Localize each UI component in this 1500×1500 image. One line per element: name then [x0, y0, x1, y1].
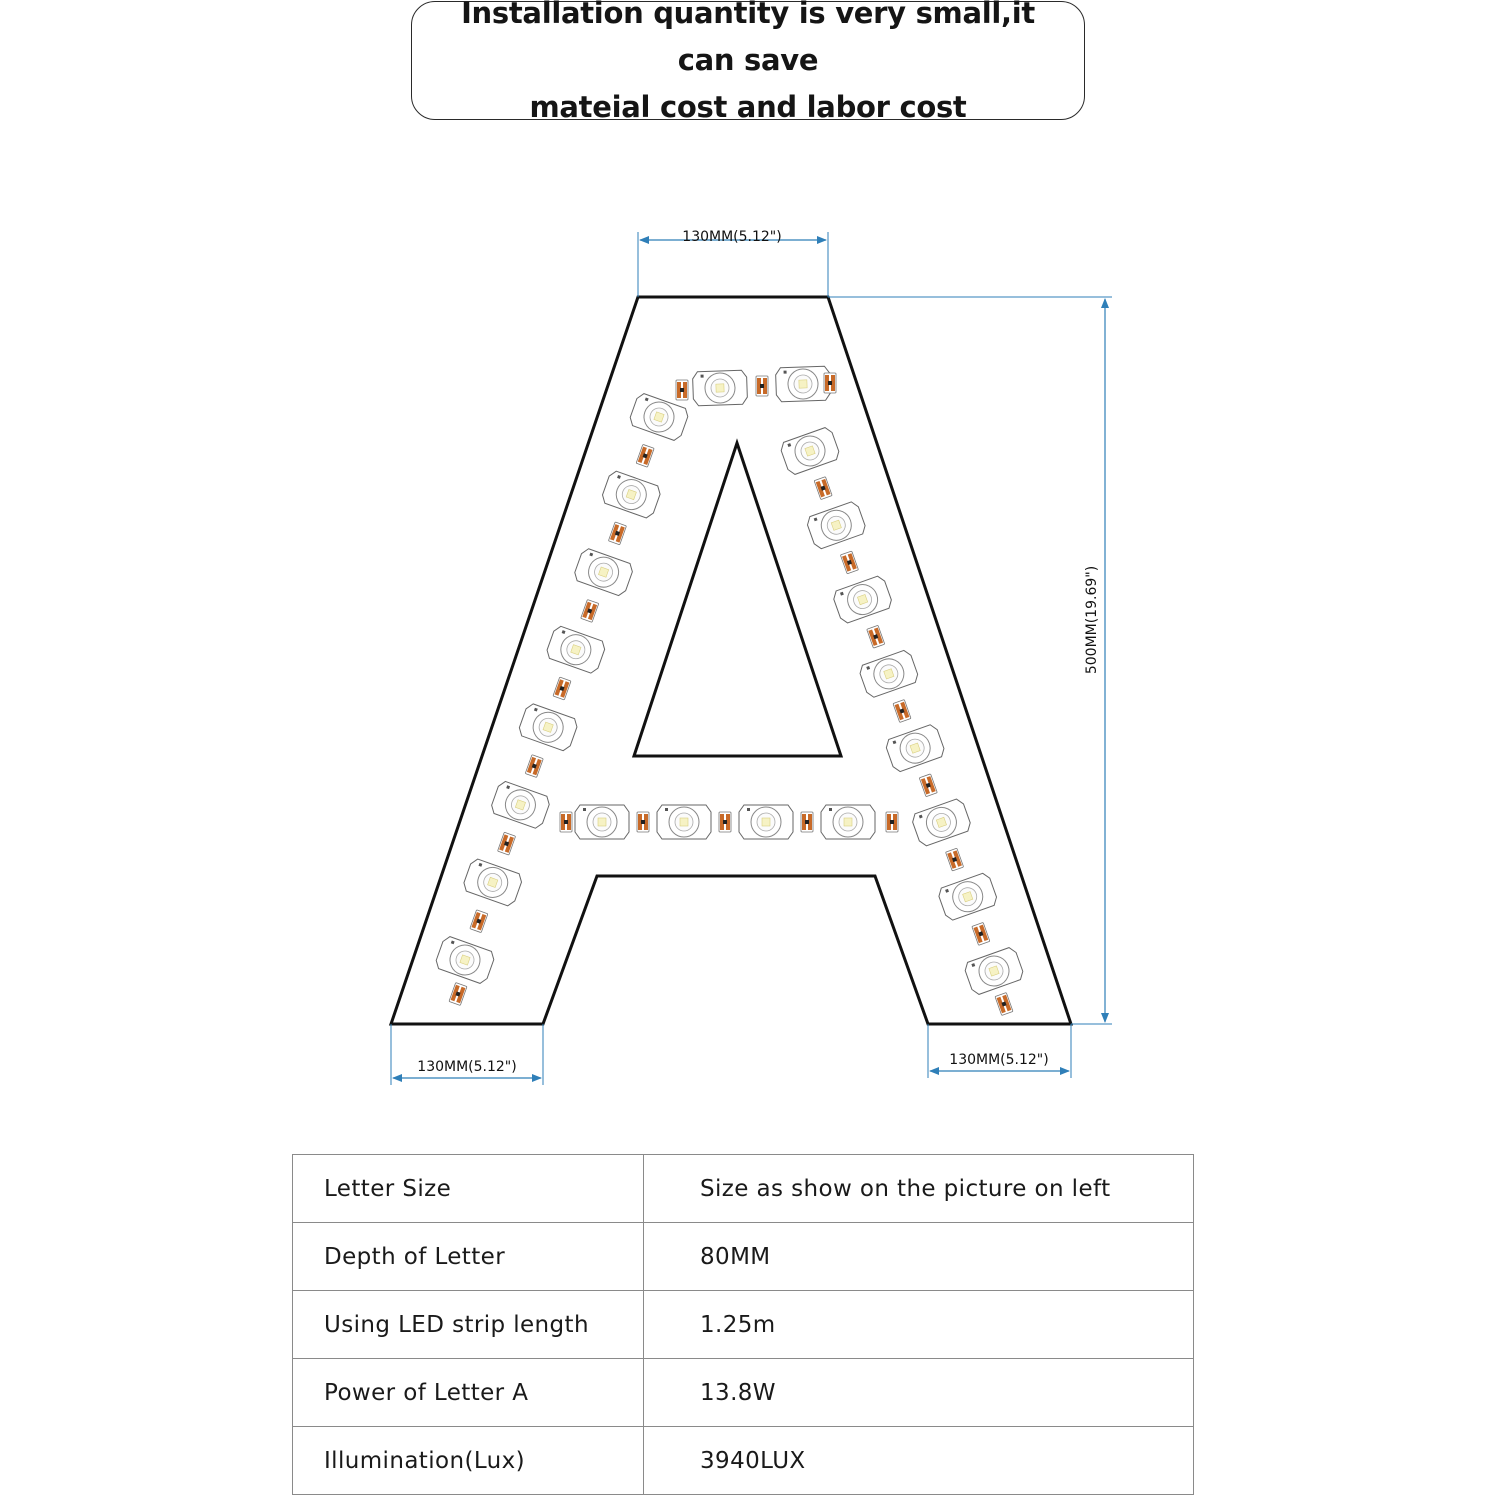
led-connector: [886, 812, 898, 832]
table-row: [293, 1427, 1194, 1495]
led-connector: [756, 376, 768, 396]
led-connector: [893, 700, 911, 723]
led-module: [575, 805, 629, 839]
led-connector: [470, 910, 488, 933]
led-module: [489, 780, 551, 830]
led-connector: [995, 993, 1013, 1016]
led-strip-crossbar: [560, 805, 898, 839]
top-width-label: 130MM(5.12"): [682, 229, 782, 245]
led-connector: [637, 812, 649, 832]
bottom-right-width-label: 130MM(5.12"): [949, 1052, 1049, 1068]
led-connector: [719, 812, 731, 832]
led-module: [937, 872, 999, 922]
led-connector: [840, 551, 858, 574]
led-module: [434, 935, 496, 985]
led-module: [739, 805, 793, 839]
led-module: [910, 797, 972, 847]
led-connector: [560, 812, 572, 832]
led-module: [600, 469, 662, 519]
led-connector: [867, 625, 885, 648]
dimension-height: [828, 297, 1112, 1024]
table-row: [293, 1359, 1194, 1427]
letter-a-outline: [391, 297, 1071, 1024]
led-strip-top: [676, 366, 836, 406]
letter-a-counter: [634, 443, 841, 756]
led-connector: [498, 832, 516, 855]
spec-label-power: Power of Letter A: [293, 1359, 644, 1427]
led-connector: [525, 755, 543, 778]
banner-line-1: Installation quantity is very small,it can save: [461, 0, 1035, 77]
led-connector: [801, 812, 813, 832]
led-module: [884, 723, 946, 773]
led-connector: [449, 983, 467, 1006]
led-connector: [608, 522, 626, 545]
bottom-left-width-label: 130MM(5.12"): [417, 1059, 517, 1075]
dimension-top-width: [638, 229, 828, 297]
led-module: [805, 500, 867, 550]
led-module: [831, 574, 893, 624]
led-connector: [636, 444, 654, 467]
led-module: [657, 805, 711, 839]
table-row: [293, 1155, 1194, 1223]
led-module: [692, 370, 747, 406]
led-connector: [814, 477, 832, 500]
table-row: [293, 1223, 1194, 1291]
spec-table: [292, 1154, 1194, 1495]
led-module: [821, 805, 875, 839]
led-module: [963, 946, 1025, 996]
spec-label-strip-length: Using LED strip length: [293, 1291, 644, 1359]
spec-label-illumination: Illumination(Lux): [293, 1427, 644, 1495]
led-connector: [824, 373, 836, 393]
dimension-bottom-left-width: [391, 1024, 543, 1085]
table-row: [293, 1291, 1194, 1359]
spec-value-letter-size: Size as show on the picture on left: [644, 1155, 1194, 1223]
spec-value-strip-length: 1.25m: [644, 1291, 1194, 1359]
led-module: [517, 702, 579, 752]
spec-label-depth: Depth of Letter: [293, 1223, 644, 1291]
led-connector: [972, 922, 990, 945]
spec-label-letter-size: Letter Size: [293, 1155, 644, 1223]
spec-value-depth: 80MM: [644, 1223, 1194, 1291]
spec-value-power: 13.8W: [644, 1359, 1194, 1427]
led-module: [545, 625, 607, 675]
led-module: [858, 649, 920, 699]
height-label: 500MM(19.69"): [1084, 565, 1100, 675]
led-module: [462, 857, 524, 907]
led-module: [775, 366, 830, 402]
dimension-bottom-right-width: [928, 1024, 1071, 1078]
led-connector: [919, 774, 937, 797]
banner-line-2: mateial cost and labor cost: [529, 90, 967, 124]
led-module: [572, 547, 634, 597]
led-connector: [676, 380, 688, 400]
led-connector: [553, 677, 571, 700]
spec-value-illumination: 3940LUX: [644, 1427, 1194, 1495]
led-module: [779, 426, 841, 476]
led-connector: [581, 599, 599, 622]
led-connector: [946, 848, 964, 871]
